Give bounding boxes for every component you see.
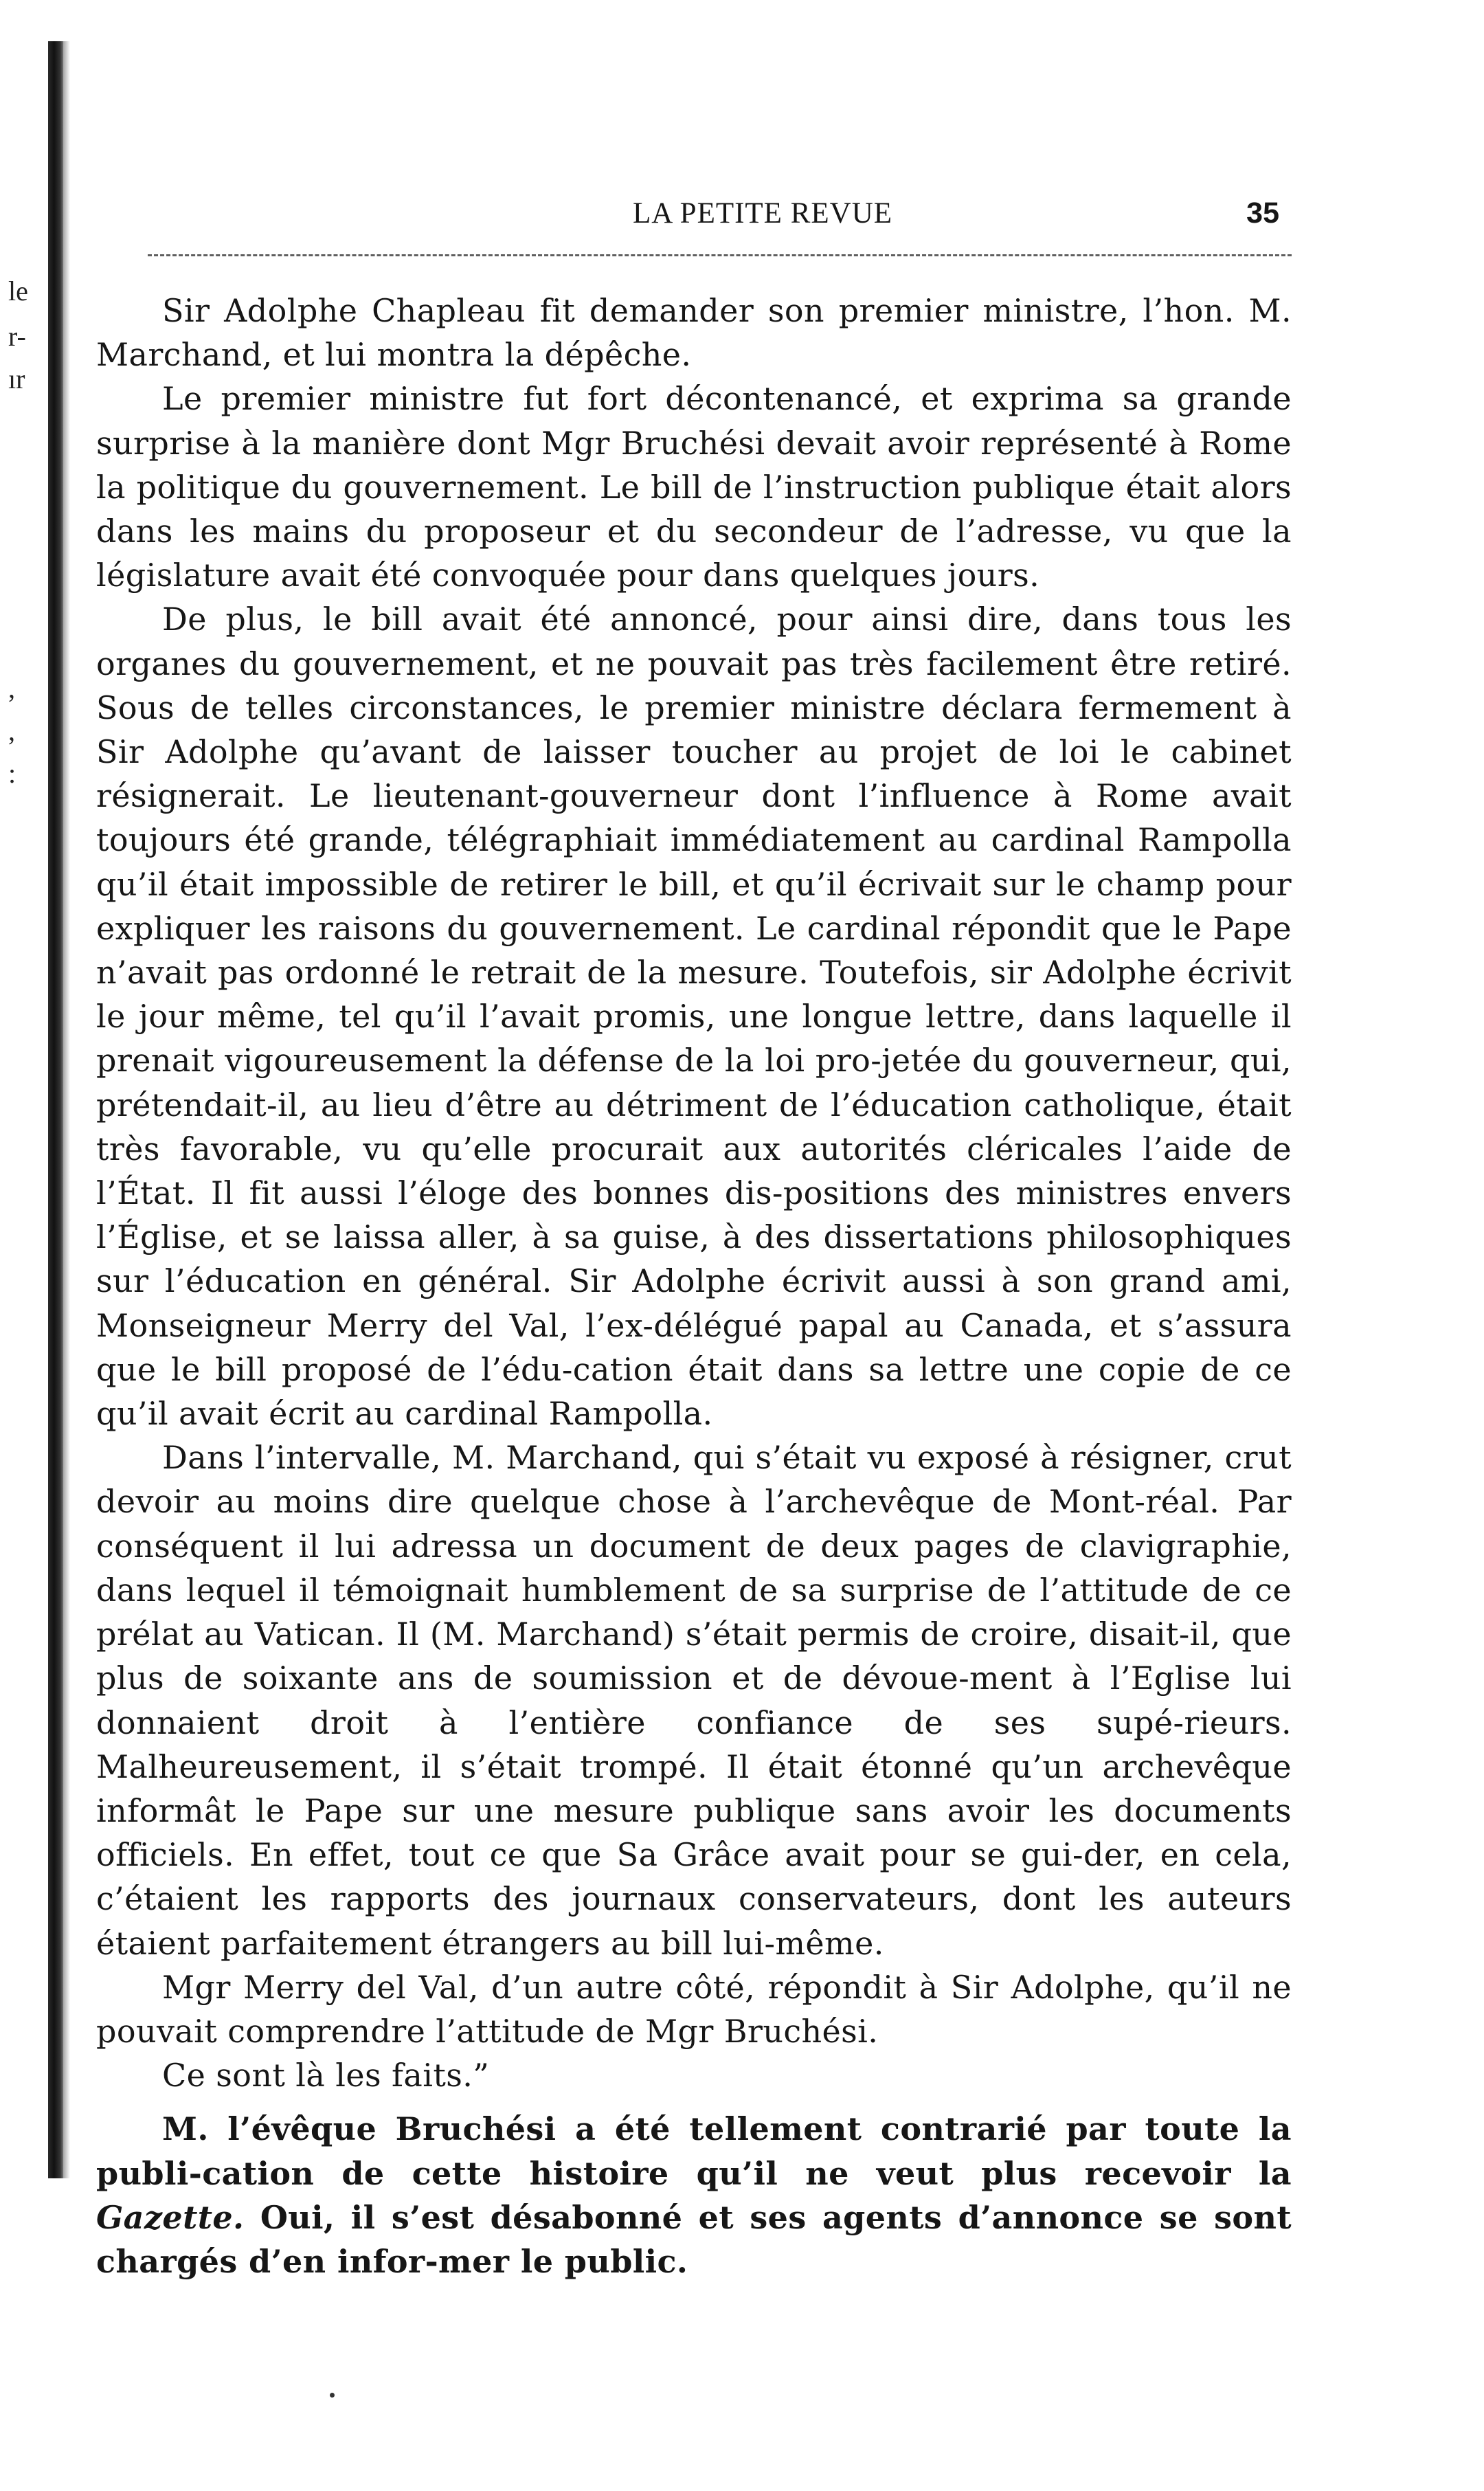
paragraph: Ce sont là les faits.” (162, 2057, 490, 2095)
margin-fragment: , (8, 715, 15, 746)
closing-paragraph (96, 2107, 1292, 2283)
running-header (0, 197, 1484, 245)
paragraph: De plus, le bill avait été annoncé, pour ainsi dire, dans tous les organes du gouvernement, et ne pouvait pas très facilement être retiré. Sous de telles circonstances, le premier ministre déclara fermement à Sir Adolphe qu’avant de laisser toucher au projet de loi le cabinet résignerait. Le lieutenant-gouverneur dont l’influence à Rome avait toujours été grande, télégraphiait immédiatement au cardinal Rampolla qu’il était impossible de retirer le bill, et qu’il écrivait sur le champ pour expliquer les raisons du gouvernement. Le cardinal répondit que le Pape n’avait pas ordonné le retrait de la mesure. Toutefois, sir Adolphe écrivit le jour même, tel qu’il l’avait promis, une longue lettre, dans laquelle il prenait vigoureusement la défense de la loi pro-jetée du gouverneur, qui, prétendait-il, au lieu d’être au détriment de l’éducation catholique, était très favorable, vu qu’elle procurait aux autorités cléricales l’aide de l’État. Il fit aussi l’éloge des bonnes dis-positions des ministres envers l’Église, et se laissa aller, à sa guise, à des dissertations philosophiques sur l’éducation en général. Sir Adolphe écrivit aussi à son grand ami, Monseigneur Merry del Val, l’ex-délégué papal au Canada, et s’assura que le bill proposé de l’édu-cation était dans sa lettre une copie de ce qu’il avait écrit au cardinal Rampolla. (96, 601, 1292, 1433)
ink-speck (330, 2393, 335, 2398)
margin-fragment: , (8, 673, 15, 704)
margin-fragment: r- (8, 321, 26, 352)
paragraph: Dans l’intervalle, M. Marchand, qui s’était vu exposé à résigner, crut devoir au moins dire quelque chose à l’archevêque de Mont-réal. Par conséquent il lui adressa un document de deux pages de clavigraphie, dans lequel il témoignait humblement de sa surprise de l’attitude de ce prélat au Vatican. Il (M. Marchand) s’était permis de croire, disait-il, que plus de soixante ans de soumission et de dévoue-ment à l’Eglise lui donnaient droit à l’entière confiance de ses supé-rieurs. Malheureusement, il s’était trompé. Il était étonné qu’un archevêque informât le Pape sur une mesure publique sans avoir les documents officiels. En effet, tout ce que Sa Grâce avait pour se gui-der, en cela, c’étaient les rapports des journaux conservateurs, dont les auteurs étaient parfaitement étrangers au bill lui-même. (96, 1439, 1292, 1962)
closing-paragraph-text: M. l’évêque Bruchési a été tellement contrarié par toute la publi-cation de cette histoire qu’il ne veut plus recevoir la (96, 2110, 1292, 2192)
closing-paragraph-text-end: Oui, il s’est désabonné et ses agents d’annonce se sont chargés d’en infor-mer le public. (96, 2198, 1292, 2280)
margin-fragment: : (8, 758, 16, 789)
page-binding-edge (48, 41, 63, 2178)
margin-fragment: le (8, 276, 28, 306)
page-number: 35 (1246, 197, 1279, 230)
paragraph: Le premier ministre fut fort décontenancé, et exprima sa grande surprise à la manière dont Mgr Bruchési devait avoir représenté à Rome la politique du gouvernement. Le bill de l’instruction publique était alors dans les mains du proposeur et du secondeur de l’adresse, vu que la législature avait été convoquée pour dans quelques jours. (96, 380, 1292, 594)
article-body (96, 289, 1292, 2283)
paragraph: Sir Adolphe Chapleau fit demander son premier ministre, l’hon. M. Marchand, et lui montra la dépêche. (96, 292, 1292, 374)
margin-fragment: ır (8, 364, 25, 394)
header-rule (148, 254, 1292, 256)
page-binding-shadow (63, 41, 70, 2178)
paragraph: Mgr Merry del Val, d’un autre côté, répondit à Sir Adolphe, qu’il ne pouvait comprendre l’attitude de Mgr Bruchési. (96, 1968, 1292, 2050)
newspaper-name: Gazette. (96, 2198, 245, 2236)
running-title: LA PETITE REVUE (632, 197, 893, 230)
